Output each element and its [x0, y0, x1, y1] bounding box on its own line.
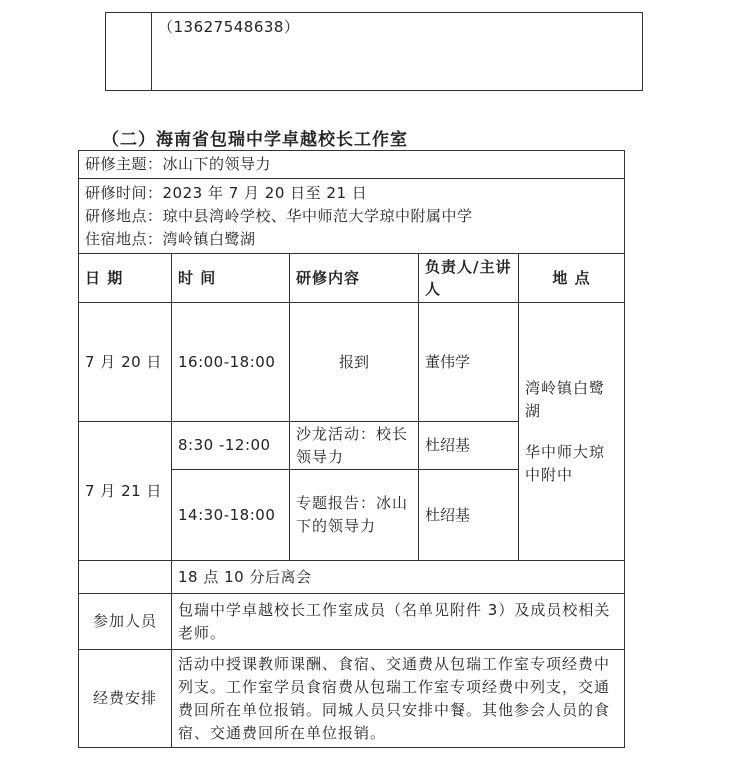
- section-title: （二）海南省包瑞中学卓越校长工作室: [102, 130, 408, 150]
- day2-session2-person: 杜绍基: [419, 470, 519, 561]
- day1-time: 16:00-18:00: [172, 303, 290, 422]
- table-row: [79, 151, 625, 179]
- info-time: 研修时间：2023 年 7 月 20 日至 21 日: [85, 183, 368, 202]
- place-line-2: 华中师大琼中附中: [525, 442, 606, 484]
- header-person: 负责人/主讲人: [419, 254, 519, 303]
- header-content: 研修内容: [290, 254, 419, 303]
- header-place: 地 点: [519, 254, 625, 303]
- day1-date: 7 月 20 日: [79, 303, 172, 422]
- empty-cell: [79, 561, 172, 594]
- table-row: [79, 561, 625, 594]
- header-date: 日 期: [79, 254, 172, 303]
- table-row: [79, 650, 625, 748]
- day2-session1-time: 8:30 -12:00: [172, 422, 290, 470]
- info-theme-cell: [79, 151, 625, 179]
- info-location: 研修地点：琼中县湾岭学校、华中师范大学琼中附属中学: [85, 206, 473, 225]
- funding-text: 活动中授课教师课酬、食宿、交通费从包瑞工作室专项经费中列支。工作室学员食宿费从包瑞工作室专项经费中列支，交通费回所在单位报销。同城人员只安排中餐。其他参会人员的食宿、交通费回所在单位报销。: [172, 650, 625, 748]
- table-row: [79, 303, 625, 422]
- info-lodging: 住宿地点：湾岭镇白鹭湖: [85, 229, 256, 248]
- participants-label: 参加人员: [79, 594, 172, 650]
- header-time: 时 间: [172, 254, 290, 303]
- day2-session2-time: 14:30-18:00: [172, 470, 290, 561]
- day2-date: 7 月 21 日: [79, 422, 172, 561]
- day1-person: 董伟学: [419, 303, 519, 422]
- header-row: [79, 254, 625, 303]
- info-details-cell: [79, 179, 625, 254]
- previous-table-fragment: [105, 12, 643, 91]
- funding-label: 经费安排: [79, 650, 172, 748]
- table-row: [79, 594, 625, 650]
- day2-session1-content: 沙龙活动：校长领导力: [290, 422, 419, 470]
- table-divider: [151, 13, 152, 90]
- place-line-1: 湾岭镇白鹭湖: [525, 378, 606, 420]
- info-theme: 研修主题：冰山下的领导力: [85, 155, 272, 173]
- place-cell: [519, 303, 625, 561]
- schedule-table: [78, 150, 625, 748]
- leave-note: 18 点 10 分后离会: [172, 561, 625, 594]
- day2-session2-content: 专题报告：冰山下的领导力: [290, 470, 419, 561]
- day1-content: 报到: [290, 303, 419, 422]
- contact-phone: （13627548638）: [158, 18, 300, 36]
- table-row: [79, 179, 625, 254]
- day2-session1-person: 杜绍基: [419, 422, 519, 470]
- participants-text: 包瑞中学卓越校长工作室成员（名单见附件 3）及成员校相关老师。: [172, 594, 625, 650]
